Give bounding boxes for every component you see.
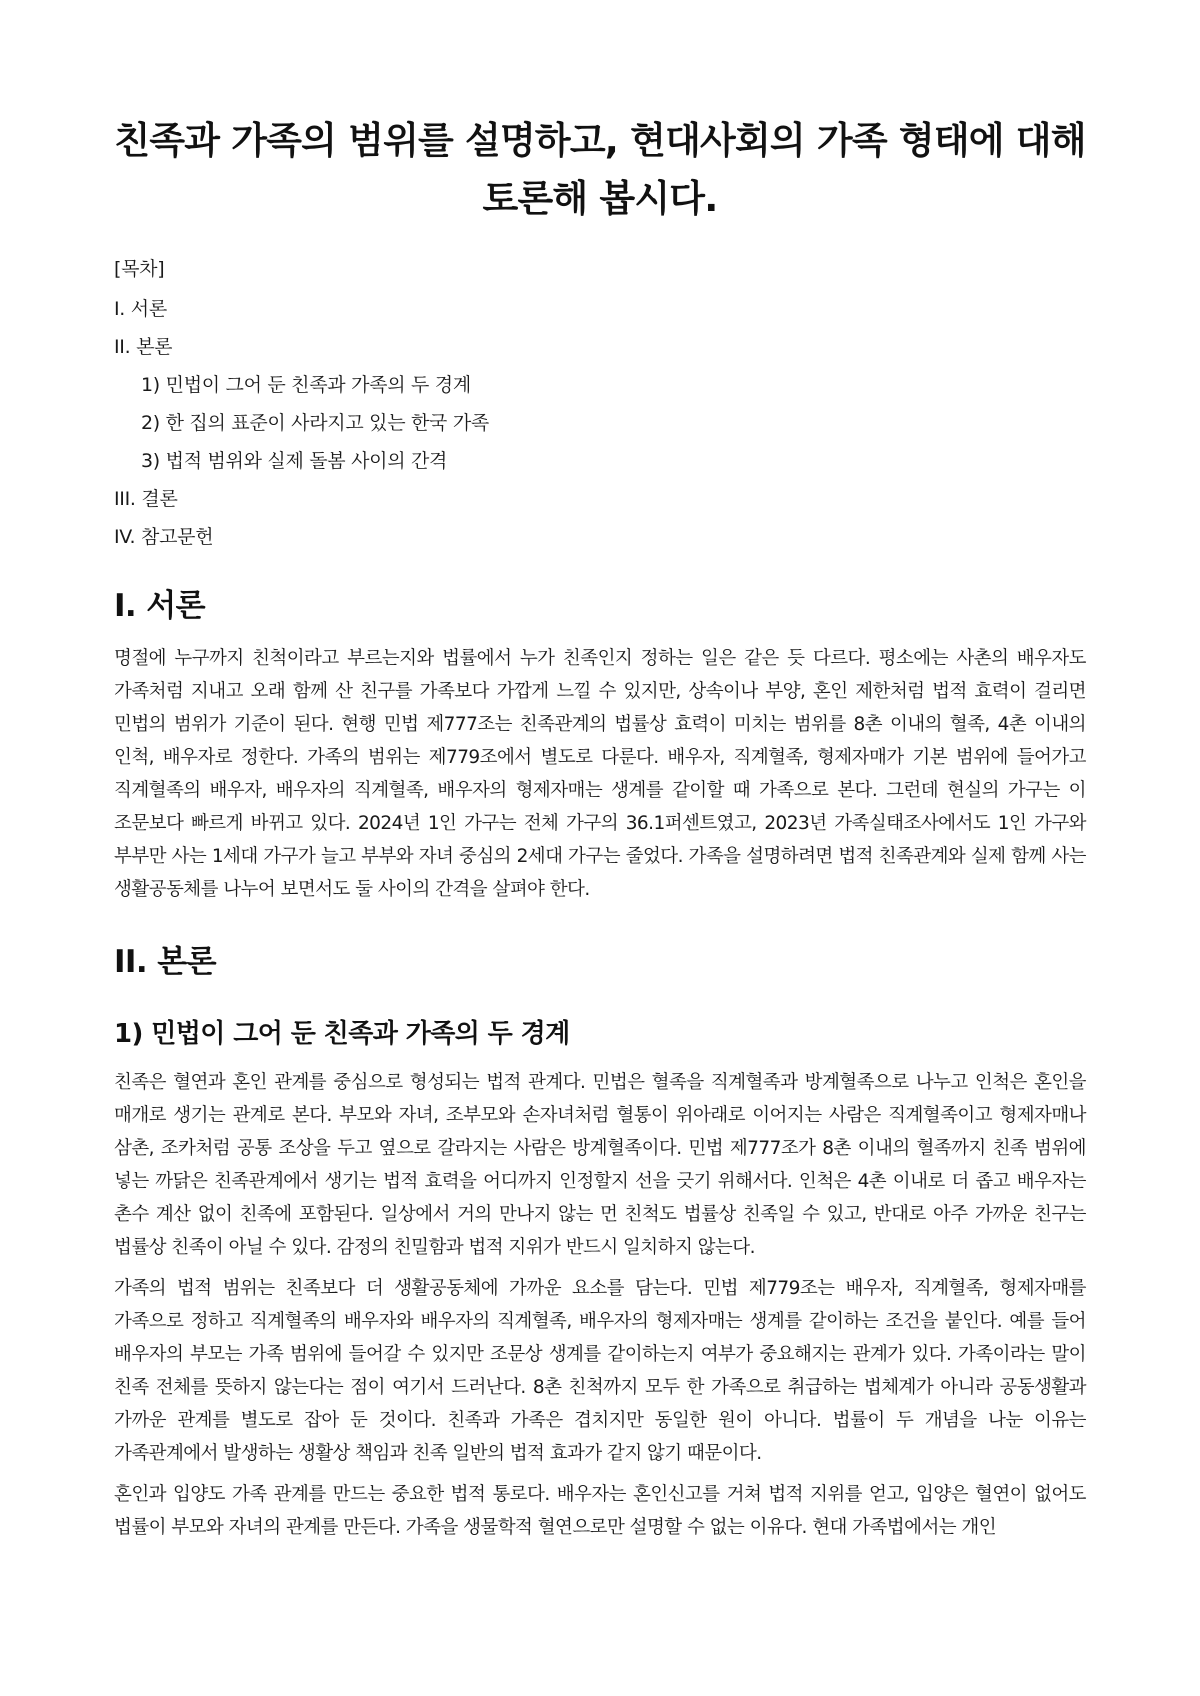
body-paragraph: 혼인과 입양도 가족 관계를 만드는 중요한 법적 통로다. 배우자는 혼인신고를 거쳐 법적 지위를 얻고, 입양은 혈연이 없어도 법률이 부모와 자녀의 관계를 만든다. 가족을 생물학적 혈연으로만 설명할 수 없는 이유다. 현대 가족법에서는 개인: [114, 1484, 1086, 1538]
section-heading-body: II. 본론: [114, 944, 216, 980]
toc-heading: [목차]: [114, 258, 165, 280]
toc-item-conclusion: III. 결론: [114, 488, 178, 510]
toc-item-body-2: 2) 한 집의 표준이 사라지고 있는 한국 가족: [141, 412, 489, 434]
body-paragraph: 친족은 혈연과 혼인 관계를 중심으로 형성되는 법적 관계다. 민법은 혈족을 직계혈족과 방계혈족으로 나누고 인척은 혼인을 매개로 생기는 관계로 본다. 부모와 자녀, 조부모와 손자녀처럼 혈통이 위아래로 이어지는 사람은 직계혈족이고 형제자매나 삼촌, 조카처럼 공통 조상을 두고 옆으로 갈라지는 사람은 방계혈족이다. 민법 제777조가 8촌 이내의 혈족까지 친족 범위에 넣는 까닭은 친족관계에서 생기는 법적 효력을 어디까지 인정할지 선을 긋기 위해서다. 인척은 4촌 이내로 더 좁고 배우자는 촌수 계산 없이 친족에 포함된다. 일상에서 거의 만나지 않는 먼 친척도 법률상 친족일 수 있고, 반대로 아주 가까운 친구는 법률상 친족이 아닐 수 있다. 감정의 친밀함과 법적 지위가 반드시 일치하지 않는다.: [114, 1072, 1087, 1258]
toc-list: [114, 296, 1086, 550]
toc-item-intro: I. 서론: [114, 298, 167, 320]
body-paragraph: 가족의 법적 범위는 친족보다 더 생활공동체에 가까운 요소를 담는다. 민법 제779조는 배우자, 직계혈족, 형제자매를 가족으로 정하고 직계혈족의 배우자와 배우자의 직계혈족, 배우자의 형제자매는 생계를 같이하는 조건을 붙인다. 예를 들어 배우자의 부모는 가족 범위에 들어갈 수 있지만 조문상 생계를 같이하는지 여부가 중요해지는 관계가 있다. 가족이라는 말이 친족 전체를 뜻하지 않는다는 점이 여기서 드러난다. 8촌 친척까지 모두 한 가족으로 취급하는 법체계가 아니라 공동생활과 가까운 관계를 별도로 잡아 둔 것이다. 친족과 가족은 겹치지만 동일한 원이 아니다. 법률이 두 개념을 나눈 이유는 가족관계에서 발생하는 생활상 책임과 친족 일반의 법적 효과가 같지 않기 때문이다.: [114, 1278, 1086, 1464]
section-body: [114, 940, 1086, 1544]
section-heading-intro: I. 서론: [114, 588, 205, 624]
subsection-heading-1: 1) 민법이 그어 둔 친족과 가족의 두 경계: [114, 1019, 570, 1049]
document-title: 친족과 가족의 범위를 설명하고, 현대사회의 가족 형태에 대해 토론해 봅시다.: [114, 119, 1086, 220]
intro-paragraph: 명절에 누구까지 친척이라고 부르는지와 법률에서 누가 친족인지 정하는 일은 같은 듯 다르다. 평소에는 사촌의 배우자도 가족처럼 지내고 오래 함께 산 친구를 가족보다 가깝게 느낄 수 있지만, 상속이나 부양, 혼인 제한처럼 법적 효력이 걸리면 민법의 범위가 기준이 된다. 현행 민법 제777조는 친족관계의 법률상 효력이 미치는 범위를 8촌 이내의 혈족, 4촌 이내의 인척, 배우자로 정한다. 가족의 범위는 제779조에서 별도로 다룬다. 배우자, 직계혈족, 형제자매가 기본 범위에 들어가고 직계혈족의 배우자, 배우자의 직계혈족, 배우자의 형제자매는 생계를 같이할 때 가족으로 본다. 그런데 현실의 가구는 이 조문보다 빠르게 바뀌고 있다. 2024년 1인 가구는 전체 가구의 36.1퍼센트였고, 2023년 가족실태조사에서도 1인 가구와 부부만 사는 1세대 가구가 늘고 부부와 자녀 중심의 2세대 가구는 줄었다. 가족을 설명하려면 법적 친족관계와 실제 함께 사는 생활공동체를 나누어 보면서도 둘 사이의 간격을 살펴야 한다.: [114, 648, 1086, 900]
toc-item-body-1: 1) 민법이 그어 둔 친족과 가족의 두 경계: [141, 374, 471, 396]
table-of-contents: [114, 256, 1086, 550]
toc-item-references: IV. 참고문헌: [114, 526, 214, 548]
section-intro: [114, 584, 1086, 906]
toc-item-body: II. 본론: [114, 336, 173, 358]
toc-item-body-3: 3) 법적 범위와 실제 돌봄 사이의 간격: [141, 450, 448, 472]
